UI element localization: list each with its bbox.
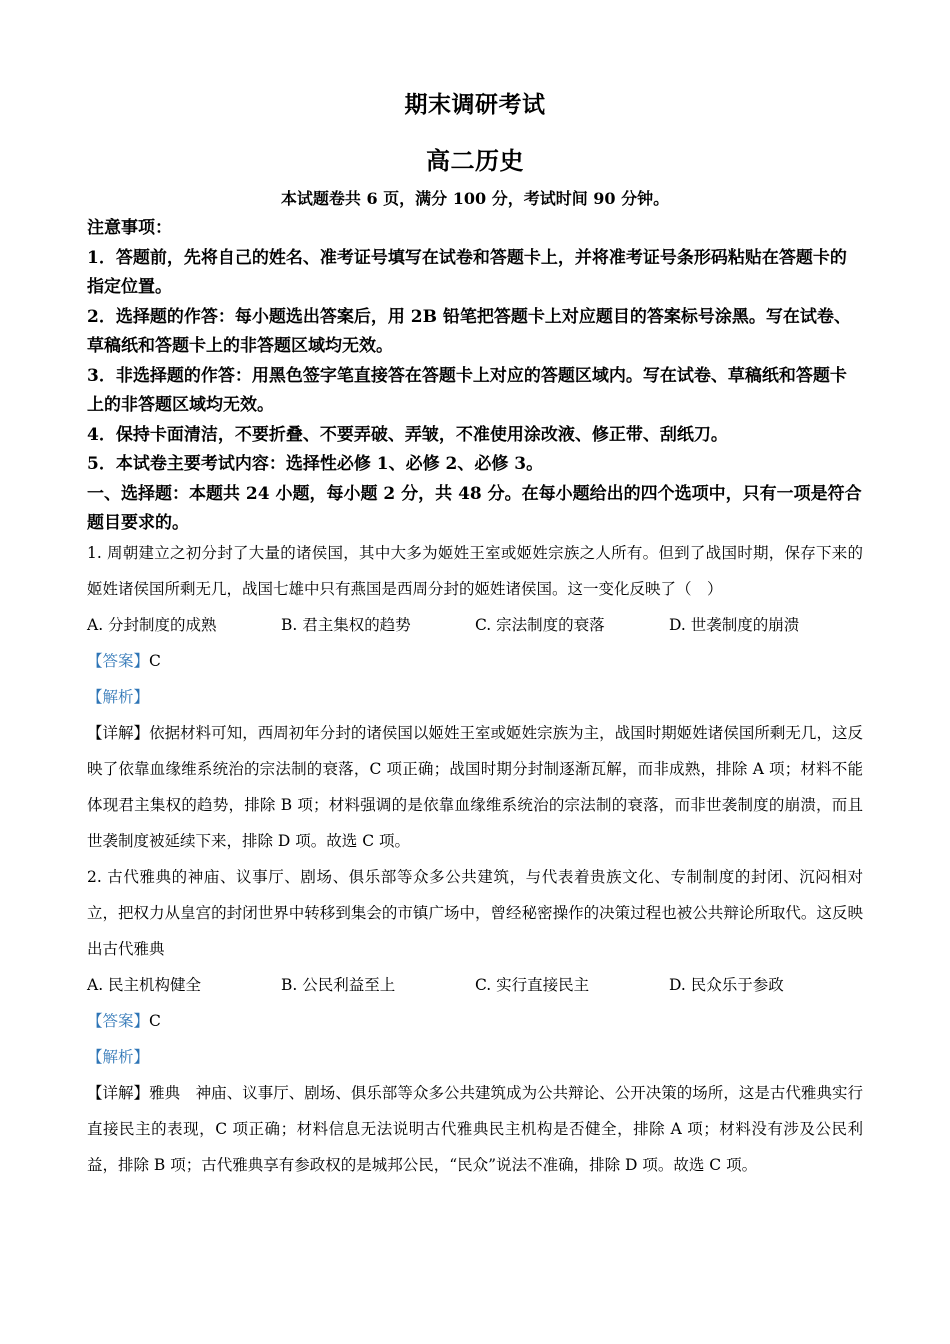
notice-item: 3．非选择题的作答：用黑色签字笔直接答在答题卡上对应的答题区域内。写在试卷、草稿纸和答题卡上的非答题区域均无效。 (87, 365, 847, 415)
detail-explanation (87, 1075, 863, 1183)
question-2 (87, 859, 863, 1183)
option-c: C. 实行直接民主 (475, 976, 590, 994)
notice-section (87, 214, 863, 539)
analysis-line (87, 1039, 863, 1075)
question-1 (87, 535, 863, 859)
notice-item: 5．本试卷主要考试内容：选择性必修 1、必修 2、必修 3。 (87, 454, 544, 474)
exam-subject: 高二历史 (426, 146, 524, 175)
detail-label: 【详解】 (87, 724, 150, 742)
option-d: D. 世袭制度的崩溃 (669, 616, 800, 634)
notice-item: 4．保持卡面清洁，不要折叠、不要弄破、弄皱，不准使用涂改液、修正带、刮纸刀。 (87, 424, 728, 445)
question-text: 2. 古代雅典的神庙、议事厅、剧场、俱乐部等众多公共建筑，与代表着贵族文化、专制制度的封闭、沉闷相对立，把权力从皇宫的封闭世界中转移到集会的市镇广场中，曾经秘密操作的决策过程也被公共辩论所取代。这反映出古代雅典 (87, 868, 863, 958)
exam-meta: 本试题卷共 6 页，满分 100 分，考试时间 90 分钟。 (280, 189, 670, 208)
option-d: D. 民众乐于参政 (669, 976, 784, 994)
notice-heading: 注意事项： (87, 218, 172, 238)
notice-item: 2．选择题的作答：每小题选出答案后，用 2B 铅笔把答题卡上对应题目的答案标号涂黑。写在试卷、草稿纸和答题卡上的非答题区域均无效。 (87, 306, 851, 356)
question-text: 1. 周朝建立之初分封了大量的诸侯国，其中大多为姬姓王室或姬姓宗族之人所有。但到了战国时期，保存下来的姬姓诸侯国所剩无几，战国七雄中只有燕国是西周分封的姬姓诸侯国。这一变化反映了（ ） (87, 544, 863, 598)
option-b: B. 君主集权的趋势 (281, 616, 411, 634)
option-a: A. 民主机构健全 (87, 976, 202, 994)
analysis-label: 【解析】 (87, 688, 150, 706)
answer-line (87, 1003, 863, 1039)
answer-label: 【答案】 (87, 652, 150, 670)
option-a: A. 分封制度的成熟 (87, 616, 217, 634)
answer-line (87, 643, 863, 679)
answer-value: C (149, 652, 161, 670)
section-heading: 一、选择题：本题共 24 小题，每小题 2 分，共 48 分。在每小题给出的四个选项中，只有一项是符合题目要求的。 (87, 483, 862, 533)
detail-text: 依据材料可知，西周初年分封的诸侯国以姬姓王室或姬姓宗族为主，战国时期姬姓诸侯国所剩无几，这反映了依靠血缘维系统治的宗法制的衰落，C 项正确；战国时期分封制逐渐瓦解，而非成熟，排除 A 项；材料不能体现君主集权的趋势，排除 B 项；材料强调的是依靠血缘维系统治的宗法制的衰落，而非世袭制度的崩溃，而且世袭制度被延续下来，排除 D 项。故选 C 项。 (87, 724, 863, 850)
answer-label: 【答案】 (87, 1012, 150, 1030)
detail-text: 雅典 神庙、议事厅、剧场、俱乐部等众多公共建筑成为公共辩论、公开决策的场所，这是古代雅典实行直接民主的表现，C 项正确；材料信息无法说明古代雅典民主机构是否健全，排除 A 项；材料没有涉及公民利益，排除 B 项；古代雅典享有参政权的是城邦公民，“民众”说法不准确，排除 D 项。故选 C 项。 (87, 1084, 863, 1174)
analysis-label: 【解析】 (87, 1048, 150, 1066)
detail-explanation (87, 715, 863, 859)
exam-title: 期末调研考试 (404, 91, 546, 118)
questions-list (87, 535, 863, 1183)
options-row (87, 967, 863, 1003)
analysis-line (87, 679, 863, 715)
answer-value: C (149, 1012, 161, 1030)
options-row (87, 607, 863, 643)
detail-label: 【详解】 (87, 1084, 150, 1102)
option-b: B. 公民利益至上 (281, 976, 396, 994)
notice-item: 1．答题前，先将自己的姓名、准考证号填写在试卷和答题卡上，并将准考证号条形码粘贴在答题卡的指定位置。 (87, 247, 847, 297)
option-c: C. 宗法制度的衰落 (475, 616, 605, 634)
